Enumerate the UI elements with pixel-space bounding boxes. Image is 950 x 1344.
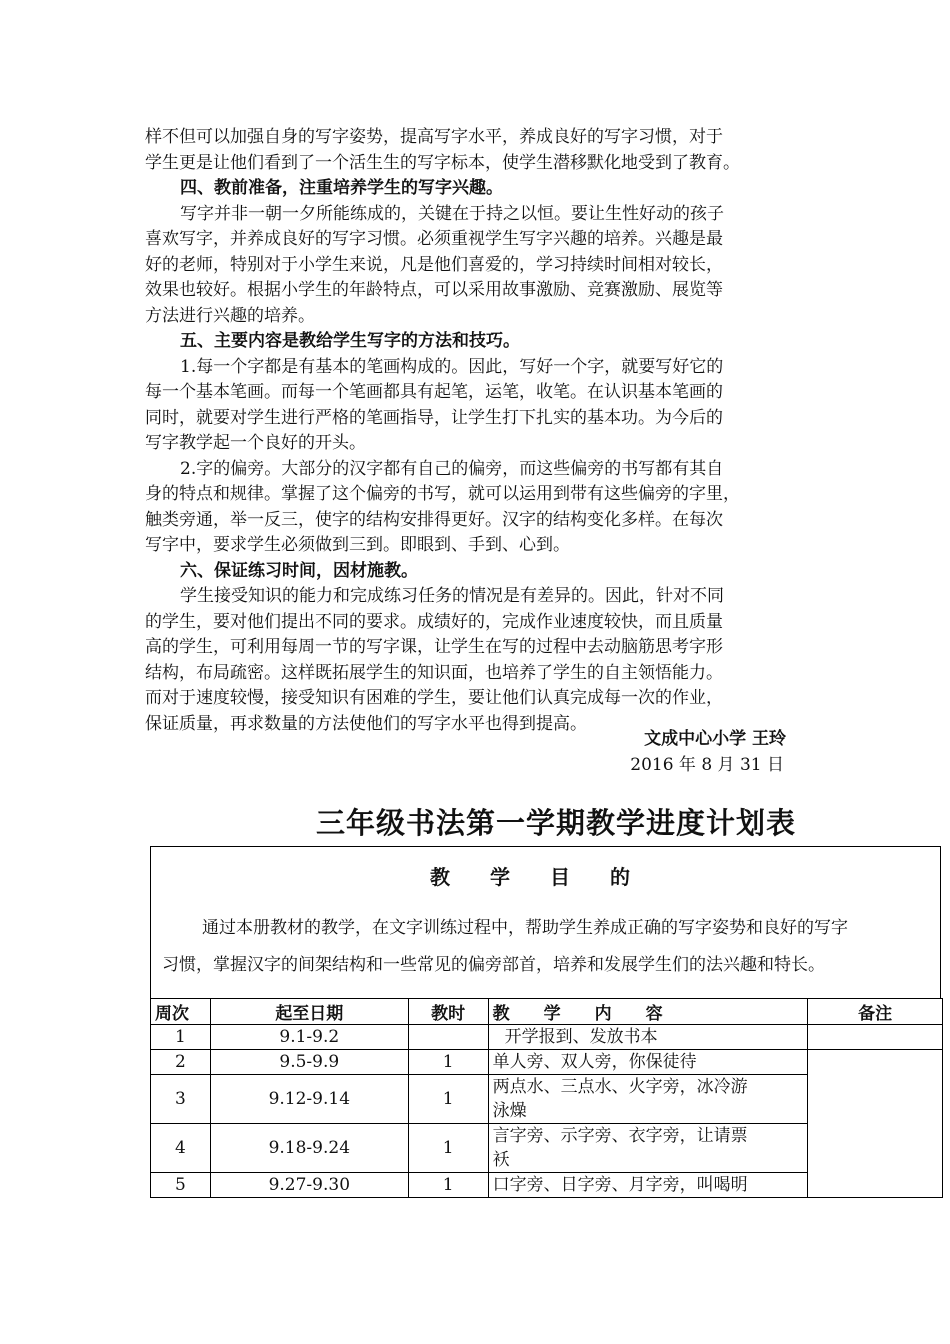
text-line: 2.字的偏旁。大部分的汉字都有自己的偏旁，而这些偏旁的书写都有其自 xyxy=(180,458,724,479)
cell-content xyxy=(488,1075,808,1124)
purpose-title: 教学目的 xyxy=(430,865,670,889)
plan-title: 三年级书法第一学期教学进度计划表 xyxy=(316,806,797,840)
header-week: 周次 xyxy=(151,999,211,1025)
text-line: 样不但可以加强自身的写字姿势，提高写字水平，养成良好的写字习惯，对于 xyxy=(145,127,723,147)
section-heading-6: 六、保证练习时间，因材施教。 xyxy=(180,560,418,581)
text-line: 写字教学起一个良好的开头。 xyxy=(145,433,366,453)
text-line: 喜欢写字，并养成良好的写字习惯。必须重视学生写字兴趣的培养。兴趣是最 xyxy=(145,229,723,249)
essay-body xyxy=(145,125,825,737)
content-line: 两点水、三点水、火字旁，冰冷游 xyxy=(492,1077,748,1097)
text-line: 的学生，要对他们提出不同的要求。成绩好的，完成作业速度较快，而且质量 xyxy=(145,611,723,632)
cell-week: 3 xyxy=(151,1075,211,1124)
cell-hours: 1 xyxy=(408,1173,488,1198)
cell-content: 口字旁、日字旁、月字旁，叫喝明 xyxy=(488,1173,808,1198)
text-line: 触类旁通，举一反三，使字的结构安排得更好。汉字的结构变化多样。在每次 xyxy=(145,509,723,530)
cell-content xyxy=(488,1124,808,1173)
text-line: 1.每一个字都是有基本的笔画构成的。因此，写好一个字，就要写好它的 xyxy=(180,356,724,377)
table-row xyxy=(151,1050,943,1075)
text-line: 写字并非一朝一夕所能练成的，关键在于持之以恒。要让生性好动的孩子 xyxy=(180,203,724,224)
cell-week: 2 xyxy=(151,1050,211,1075)
paragraph-3 xyxy=(145,355,825,457)
author-signature: 文成中心小学 王玲 xyxy=(644,729,786,749)
text-line: 结构，布局疏密。这样既拓展学生的知识面，也培养了学生的自主领悟能力。 xyxy=(145,662,723,683)
document-date: 2016 年 8 月 31 日 xyxy=(630,755,784,775)
cell-content: 开学报到、发放书本 xyxy=(488,1025,808,1050)
cell-hours: 1 xyxy=(408,1050,488,1075)
cell-dates: 9.1-9.2 xyxy=(210,1025,408,1050)
text-line: 同时，就要对学生进行严格的笔画指导，让学生打下扎实的基本功。为今后的 xyxy=(145,407,723,428)
cell-notes-merged xyxy=(808,1050,943,1198)
cell-content: 单人旁、双人旁，你保徒待 xyxy=(488,1050,808,1075)
header-dates: 起至日期 xyxy=(210,999,408,1025)
cell-hours xyxy=(408,1025,488,1050)
cell-hours: 1 xyxy=(408,1124,488,1173)
header-notes: 备注 xyxy=(808,999,943,1025)
section-heading-4: 四、教前准备，注重培养学生的写字兴趣。 xyxy=(180,178,503,198)
header-content: 教 学 内 容 xyxy=(488,999,808,1025)
paragraph-1 xyxy=(145,125,825,176)
header-hours: 教时 xyxy=(408,999,488,1025)
text-line: 方法进行兴趣的培养。 xyxy=(145,305,315,326)
text-line: 好的老师，特别对于小学生来说，凡是他们喜爱的，学习持续时间相对较长， xyxy=(145,254,723,275)
text-line: 通过本册教材的教学，在文字训练过程中，帮助学生养成正确的写字姿势和良好的写字 xyxy=(202,918,848,938)
cell-week: 1 xyxy=(151,1025,211,1050)
cell-week: 4 xyxy=(151,1124,211,1173)
text-line: 而对于速度较慢，接受知识有困难的学生，要让他们认真完成每一次的作业， xyxy=(145,688,723,708)
table-header-row xyxy=(151,999,943,1025)
content-line: 泳燥 xyxy=(492,1101,527,1121)
cell-notes xyxy=(808,1025,943,1050)
content-line: 袄 xyxy=(492,1150,510,1170)
cell-dates: 9.27-9.30 xyxy=(210,1173,408,1198)
cell-week: 5 xyxy=(151,1173,211,1198)
paragraph-2 xyxy=(145,202,825,330)
table-row xyxy=(151,1025,943,1050)
cell-dates: 9.12-9.14 xyxy=(210,1075,408,1124)
cell-hours: 1 xyxy=(408,1075,488,1124)
cell-dates: 9.5-9.9 xyxy=(210,1050,408,1075)
text-line: 习惯，掌握汉字的间架结构和一些常见的偏旁部首，培养和发展学生们的法兴趣和特长。 xyxy=(162,955,825,975)
paragraph-5 xyxy=(145,584,825,737)
cell-dates: 9.18-9.24 xyxy=(210,1124,408,1173)
text-line: 写字中，要求学生必须做到三到。即眼到、手到、心到。 xyxy=(145,535,570,555)
content-line: 言字旁、示字旁、衣字旁，让请票 xyxy=(492,1126,748,1146)
text-line: 高的学生，可利用每周一节的写字课，让学生在写的过程中去动脑筋思考字形 xyxy=(145,637,723,657)
text-line: 每一个基本笔画。而每一个笔画都具有起笔，运笔，收笔。在认识基本笔画的 xyxy=(145,382,723,402)
paragraph-4 xyxy=(145,457,825,559)
text-line: 学生接受知识的能力和完成练习任务的情况是有差异的。因此，针对不同 xyxy=(180,586,724,606)
text-line: 学生更是让他们看到了一个活生生的写字标本，使学生潜移默化地受到了教育。 xyxy=(145,152,740,173)
section-heading-5: 五、主要内容是教给学生写字的方法和技巧。 xyxy=(180,331,520,351)
schedule-table xyxy=(150,998,943,1198)
text-line: 效果也较好。根据小学生的年龄特点，可以采用故事激励、竞赛激励、展览等 xyxy=(145,280,723,300)
text-line: 保证质量，再求数量的方法使他们的写字水平也得到提高。 xyxy=(145,713,587,734)
text-line: 身的特点和规律。掌握了这个偏旁的书写，就可以运用到带有这些偏旁的字里， xyxy=(145,484,740,504)
purpose-text xyxy=(162,910,934,984)
